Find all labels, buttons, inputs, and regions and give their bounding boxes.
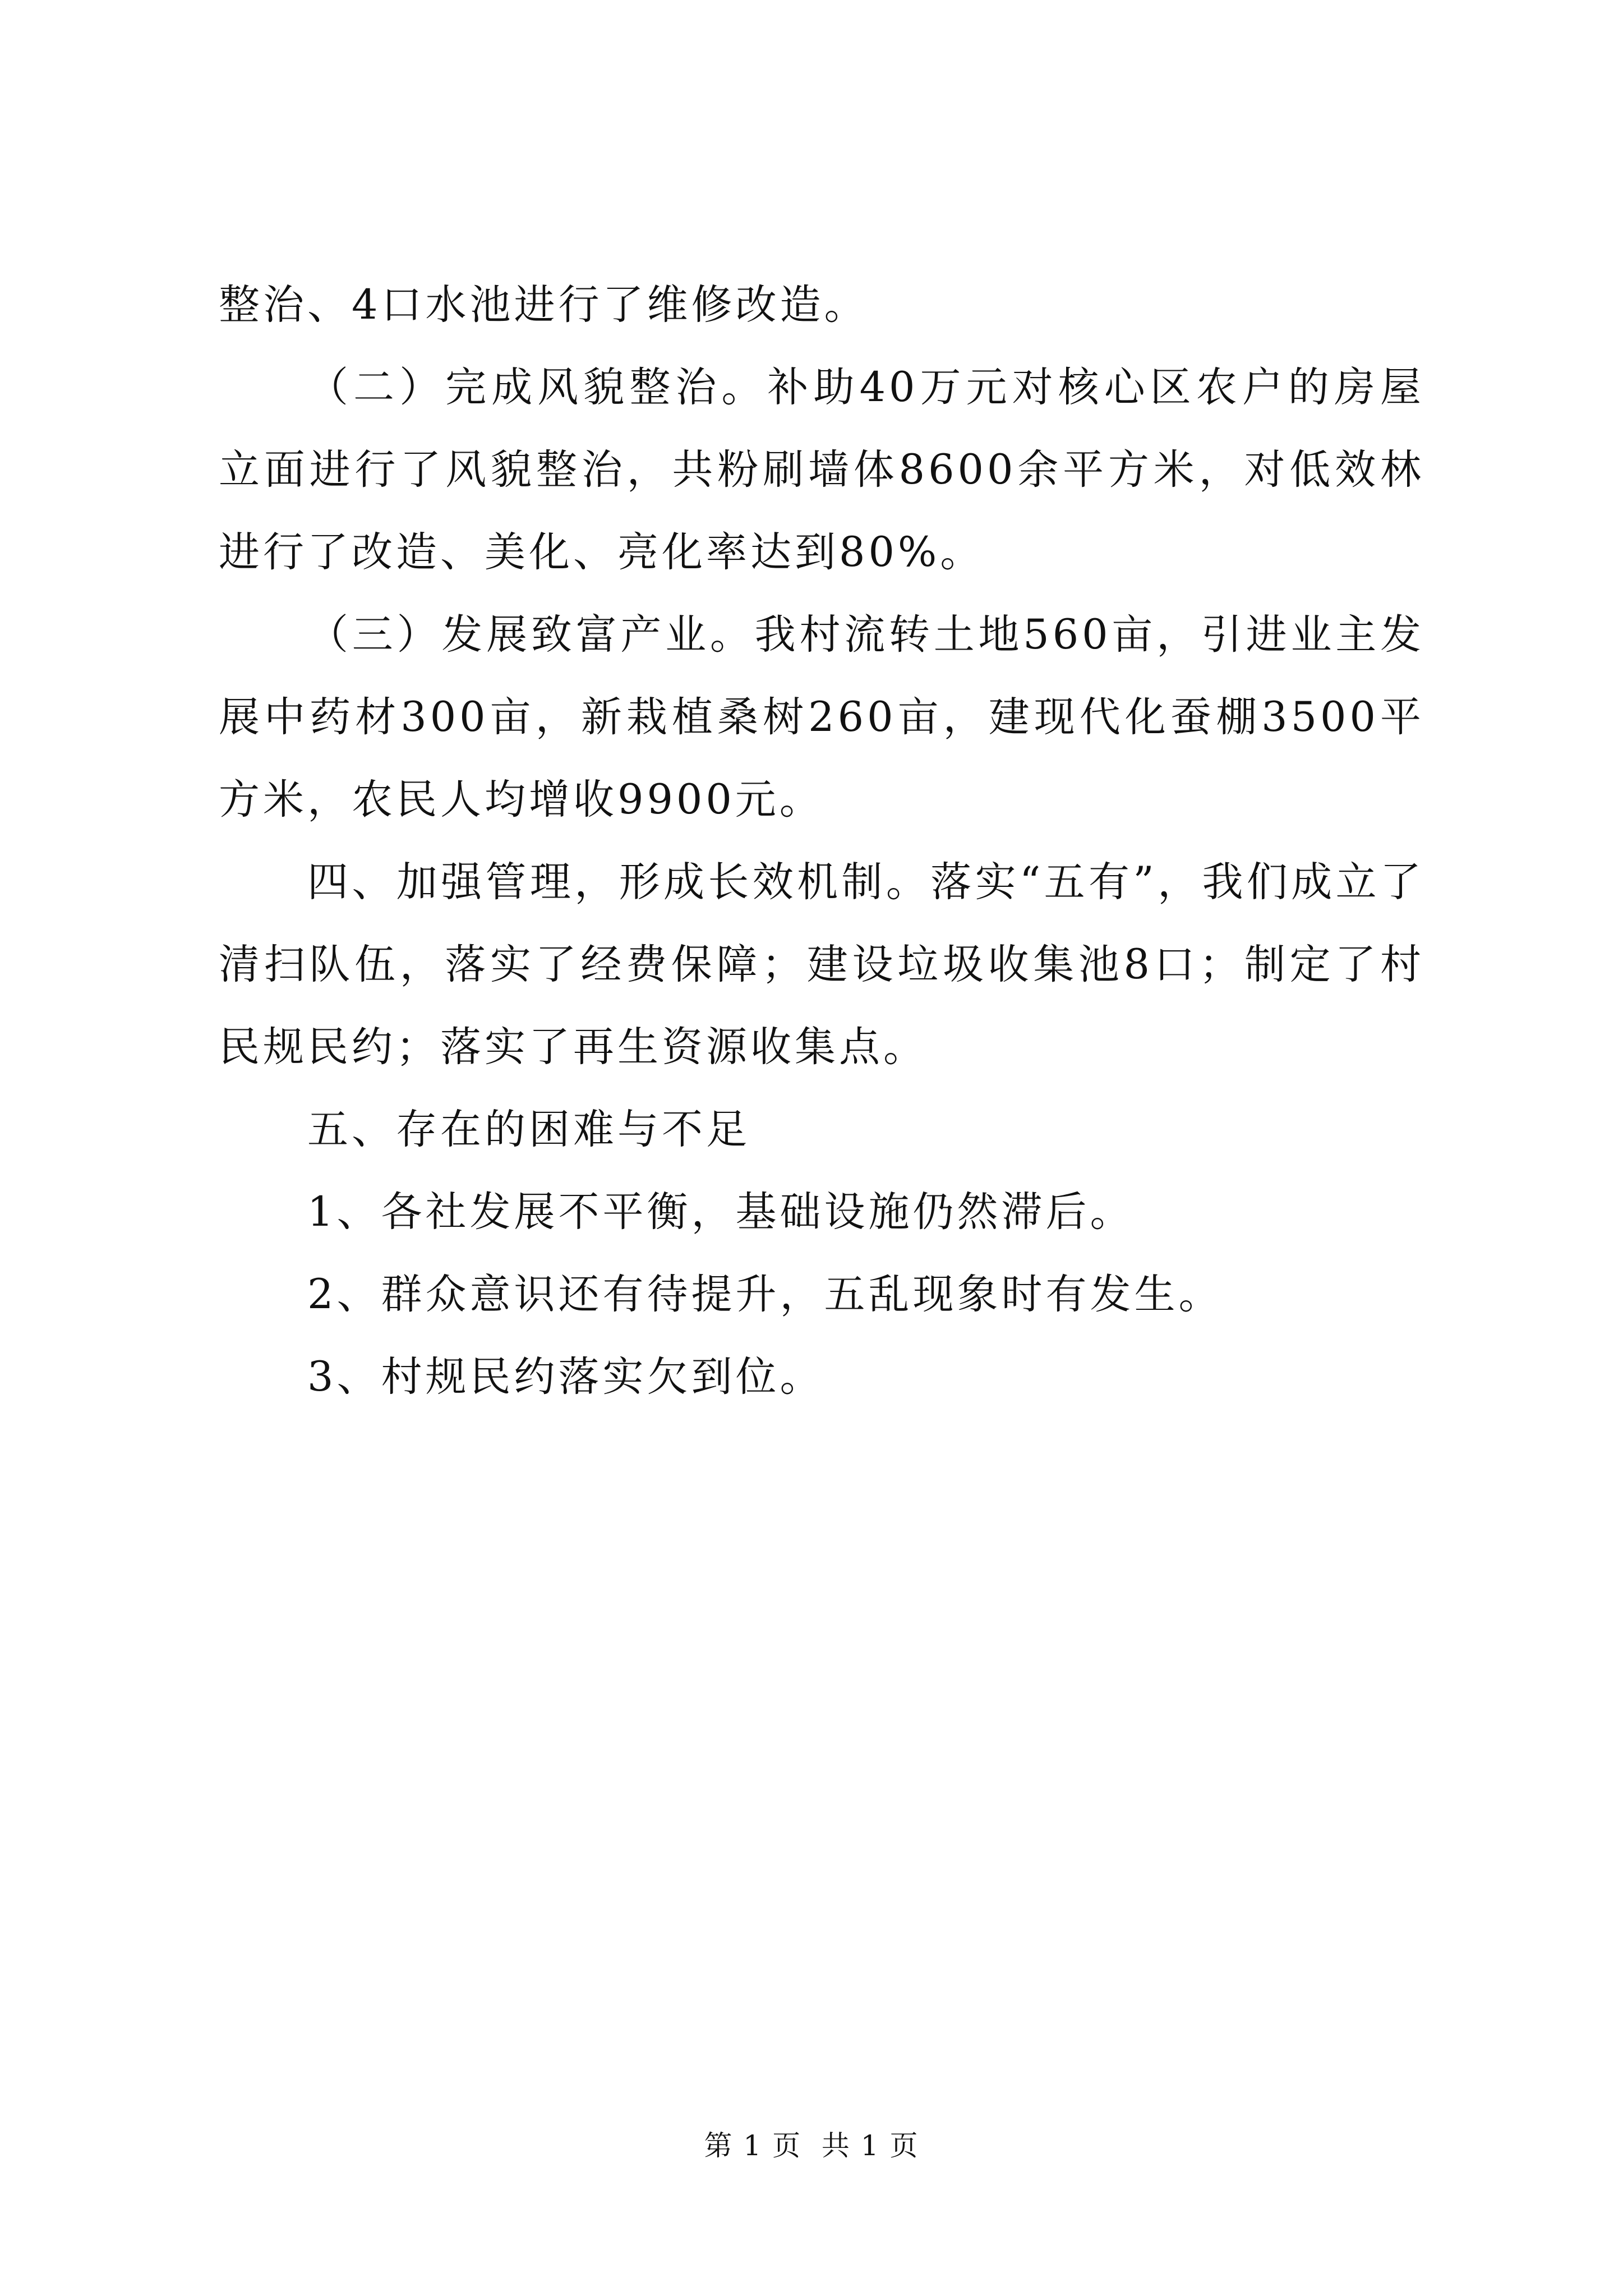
list-item-1: 1、各社发展不平衡，基础设施仍然滞后。 — [307, 1188, 1135, 1236]
paragraph-management: 四、加强管理，形成长效机制。落实“五有”，我们成立了清扫队伍，落实了经费保障；建设垃圾收集池8口；制定了村民规民约；落实了再生资源收集点。 — [219, 858, 1424, 1071]
paragraph-industry-development: （三）发展致富产业。我村流转土地560亩，引进业主发展中药材300亩，新栽植桑树260亩，建现代化蚕棚3500平方米，农民人均增收9900元。 — [219, 611, 1424, 823]
document-body — [219, 264, 1424, 1418]
paragraph-style-renovation: （二）完成风貌整治。补助40万元对核心区农户的房屋立面进行了风貌整治，共粉刷墙体8600余平方米，对低效林进行了改造、美化、亮化率达到80%。 — [219, 364, 1424, 576]
paragraph-continuation: 整治、4口水池进行了维修改造。 — [219, 281, 869, 329]
list-item-3: 3、村规民约落实欠到位。 — [307, 1353, 824, 1401]
section-heading-difficulties: 五、存在的困难与不足 — [307, 1106, 750, 1153]
list-item-2: 2、群众意识还有待提升，五乱现象时有发生。 — [307, 1271, 1223, 1318]
page-number-footer: 第 1 页 共 1 页 — [704, 2129, 919, 2162]
